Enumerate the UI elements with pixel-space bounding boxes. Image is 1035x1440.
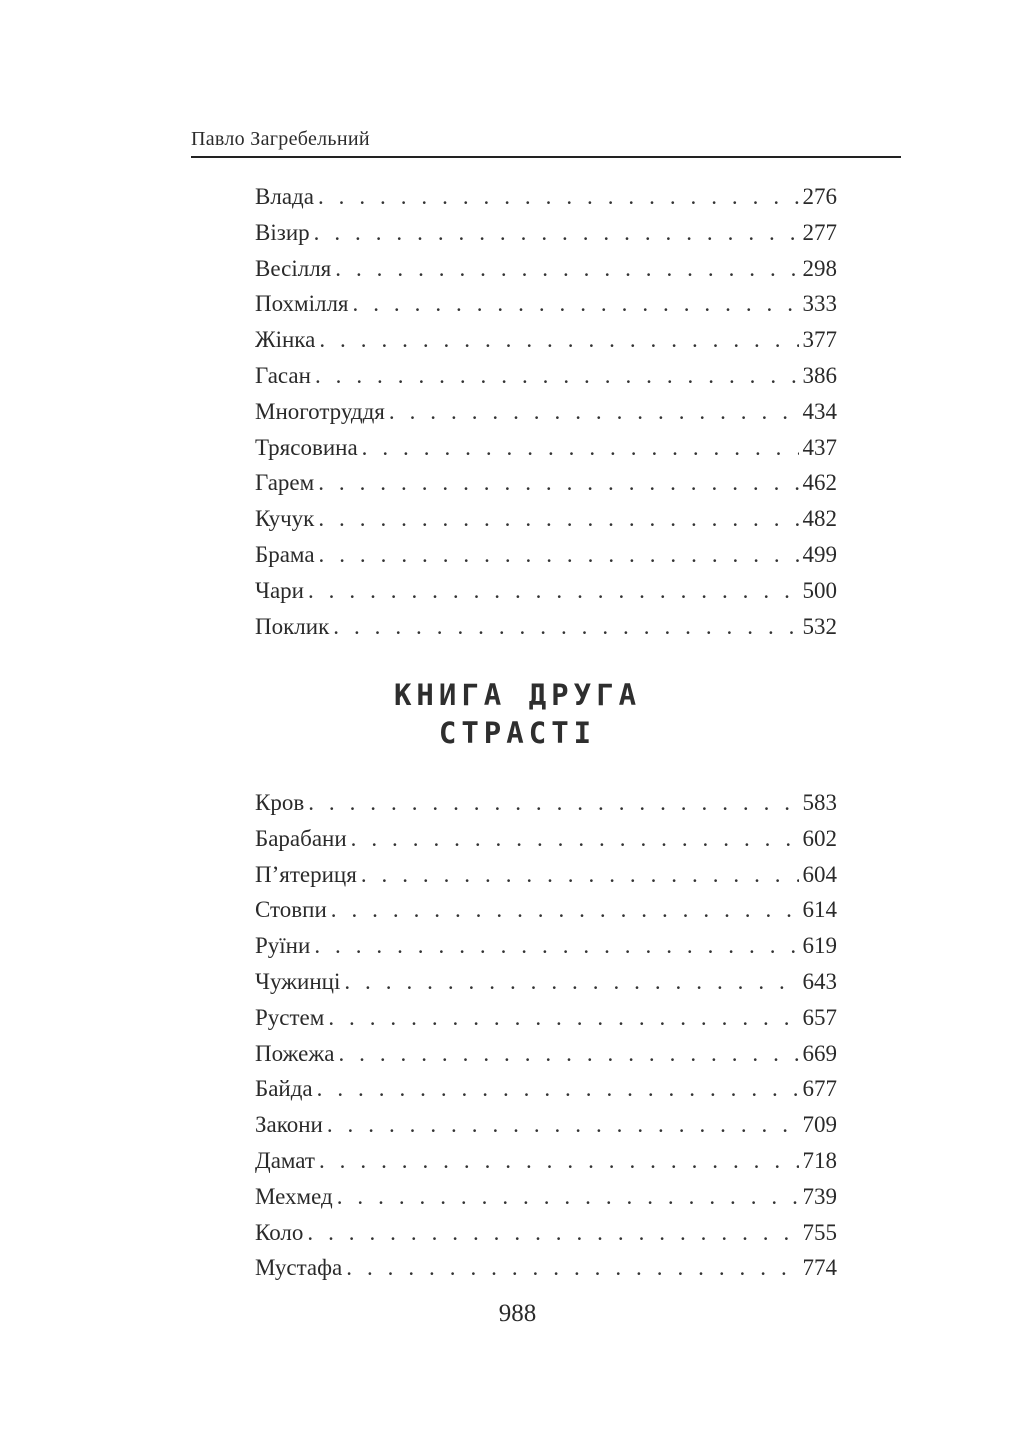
toc-entry [255,1143,837,1179]
dot-leader [307,1215,798,1251]
toc-entry-title: Рустем [255,1004,325,1030]
toc-entry [255,857,837,893]
toc-entry-page: 602 [802,825,837,851]
toc-list-book-two [255,785,837,1286]
toc-entry [255,1215,837,1251]
dot-leader [327,1107,799,1143]
toc-entry-page: 657 [802,1004,837,1030]
toc-entry-title: Гарем [255,470,315,496]
dot-leader [333,609,798,645]
toc-entry [255,928,837,964]
toc-entry-title: Похмілля [255,291,349,317]
toc-entry-page: 298 [802,255,837,281]
toc-entry [255,358,837,394]
dot-leader [319,1143,799,1179]
toc-entry [255,537,837,573]
toc-entry-title: Весілля [255,255,332,281]
dot-leader [308,785,798,821]
dot-leader [308,573,799,609]
toc-entry-title: Чужинці [255,968,341,994]
toc-entry [255,821,837,857]
dot-leader [328,1000,798,1036]
toc-entry [255,322,837,358]
toc-entry [255,501,837,537]
toc-entry-title: Гасан [255,362,311,388]
toc-entry [255,785,837,821]
toc-entry-title: Чари [255,577,304,603]
toc-entry [255,1250,837,1286]
dot-leader [318,501,798,537]
dot-leader [353,286,799,322]
dot-leader [338,1036,798,1072]
toc-entry-page: 462 [802,470,837,496]
toc-entry-title: Коло [255,1219,304,1245]
dot-leader [331,892,799,928]
toc-entry-title: Брама [255,541,315,567]
toc-entry-page: 739 [802,1183,837,1209]
dot-leader [317,1071,799,1107]
toc-entry-page: 619 [802,933,837,959]
toc-entry [255,179,837,215]
toc-entry-title: Байда [255,1076,313,1102]
toc-entry-title: Трясовина [255,434,358,460]
toc-entry [255,573,837,609]
toc-entry-page: 499 [802,541,837,567]
toc-entry-title: Мехмед [255,1183,333,1209]
toc-entry [255,1000,837,1036]
toc-entry-title: П’ятериця [255,861,357,887]
toc-entry [255,1036,837,1072]
toc-entry-title: Влада [255,184,314,209]
toc-entry-title: Жінка [255,327,316,353]
toc-entry [255,394,837,430]
dot-leader [319,537,799,573]
dot-leader [351,821,799,857]
toc-entry-page: 482 [802,506,837,532]
toc-entry-page: 604 [802,861,837,887]
dot-leader [361,857,799,893]
dot-leader [389,394,799,430]
dot-leader [362,430,799,466]
toc-entry-page: 677 [802,1076,837,1102]
section-heading-book: КНИГА ДРУГА [393,678,642,712]
toc-entry-page: 643 [802,968,837,994]
toc-entry [255,465,837,501]
dot-leader [314,928,798,964]
toc-entry-title: Візир [255,219,310,245]
toc-entry-page: 434 [802,398,837,424]
toc-entry-title: Кров [255,790,305,815]
toc-entry-page: 532 [802,613,837,639]
toc-entry [255,892,837,928]
header-rule [191,156,901,158]
toc-entry-page: 386 [802,362,837,388]
toc-entry [255,964,837,1000]
section-heading-title: СТРАСТІ [438,716,597,750]
toc-entry-page: 276 [802,184,837,209]
dot-leader [344,964,798,1000]
toc-entry [255,1179,837,1215]
toc-entry [255,251,837,287]
toc-entry-title: Закони [255,1112,323,1138]
toc-entry-title: Кучук [255,506,315,532]
toc-entry-title: Поклик [255,613,330,639]
dot-leader [314,215,799,251]
toc-entry-page: 277 [802,219,837,245]
dot-leader [315,358,799,394]
toc-entry-page: 583 [802,790,837,815]
toc-entry-title: Стовпи [255,897,327,923]
toc-entry [255,215,837,251]
toc-entry-page: 437 [802,434,837,460]
running-head-author: Павло Загребельний [191,128,370,150]
toc-entry [255,1107,837,1143]
dot-leader [318,465,798,501]
toc-entry [255,430,837,466]
toc-entry-title: Мустафа [255,1255,343,1281]
dot-leader [335,251,798,287]
toc-entry-page: 614 [802,897,837,923]
page-number: 988 [498,1300,537,1327]
toc-entry-title: Руїни [255,933,311,959]
toc-entry-page: 774 [802,1255,837,1281]
dot-leader [337,1179,799,1215]
toc-entry-page: 500 [802,577,837,603]
toc-entry-title: Пожежа [255,1040,335,1066]
toc-entry [255,1071,837,1107]
toc-list-book-one [255,179,837,644]
toc-entry-page: 669 [802,1040,837,1066]
toc-entry-title: Дамат [255,1147,315,1173]
dot-leader [318,179,799,215]
toc-entry-page: 377 [802,327,837,353]
section-heading [0,676,1035,752]
toc-entry-page: 718 [802,1147,837,1173]
toc-entry-title: Барабани [255,825,347,851]
toc-entry-title: Многотруддя [255,398,385,424]
toc-entry-page: 709 [802,1112,837,1138]
toc-entry-page: 333 [802,291,837,317]
toc-entry [255,286,837,322]
toc-entry [255,609,837,645]
dot-leader [346,1250,798,1286]
dot-leader [319,322,798,358]
toc-entry-page: 755 [802,1219,837,1245]
